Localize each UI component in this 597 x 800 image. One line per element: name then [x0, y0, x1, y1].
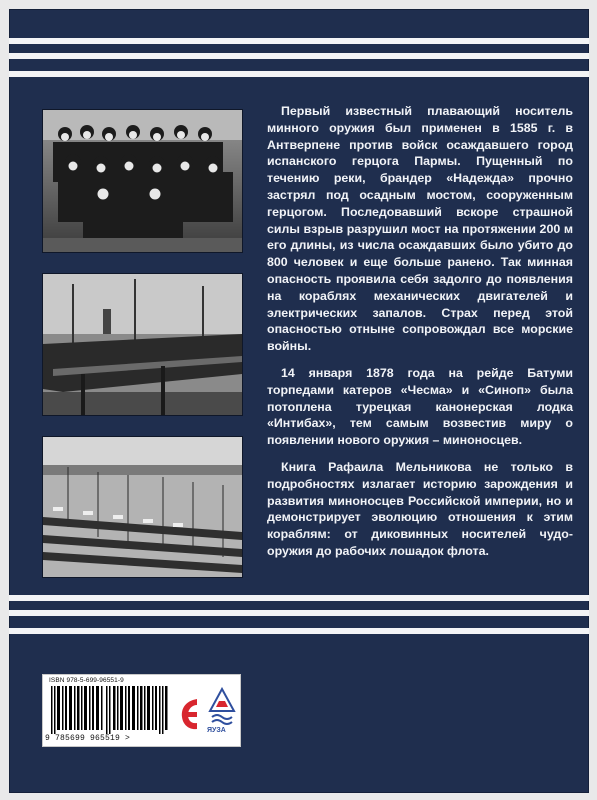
top-stripe-3 — [9, 71, 589, 77]
publisher-label: ЯУЗА — [207, 727, 226, 734]
annotation-text — [267, 103, 573, 570]
bottom-stripe-3 — [9, 628, 589, 634]
book-back-cover — [9, 9, 589, 793]
bottom-stripe-1 — [9, 595, 589, 601]
top-stripe-2 — [9, 53, 589, 59]
paragraph-2: 14 января 1878 года на рейде Батуми торпедами катеров «Чесма» и «Синоп» была потоплена турецкая канонерская лодка «Интибах», тем самым возвестив миру о появлении нового оружия – миноносцев. — [267, 365, 573, 448]
isbn-label: ISBN 978-5-699-96551-9 — [49, 677, 124, 684]
top-stripe-1 — [9, 38, 589, 44]
barcode-icon — [51, 686, 169, 734]
crew-photo — [42, 109, 243, 253]
barcode-panel — [42, 674, 241, 747]
paragraph-1: Первый известный плавающий носитель минного оружия был применен в 1585 г. в Антверпене против войск осаждавшего город испанского герцога Пармы. Пущенный по течению реки, брандер «Надежда» прочно застрял под осадным мостом, сооруженным герцогом. Последовавший вскоре страшной силы взрыв разрушил мост на протяжении 200 м его длины, из числа осаждавших было убито до 800 человек и еще больше ранено. Так минная опасность проявила себя задолго до появления на кораблях механических двигателей и электрических запалов. Страх перед этой опасностью отныне сопровождал все морские войны. — [267, 104, 573, 354]
eksmo-logo-icon — [179, 695, 201, 733]
bottom-stripe-2 — [9, 610, 589, 616]
paragraph-3: Книга Рафаила Мельникова не только в подробностях излагает историю зарождения и развития миноносцев Российской империи, но и демонстрирует эволюцию отношения к этим кораблям: от диковинных носителей чудо-оружия до рабочих лошадок флота. — [267, 459, 573, 558]
ship-drydock-photo — [42, 273, 243, 416]
barcode-number: 9 785699 965519 > — [45, 734, 131, 743]
torpedo-boats-harbor-photo — [42, 436, 243, 578]
